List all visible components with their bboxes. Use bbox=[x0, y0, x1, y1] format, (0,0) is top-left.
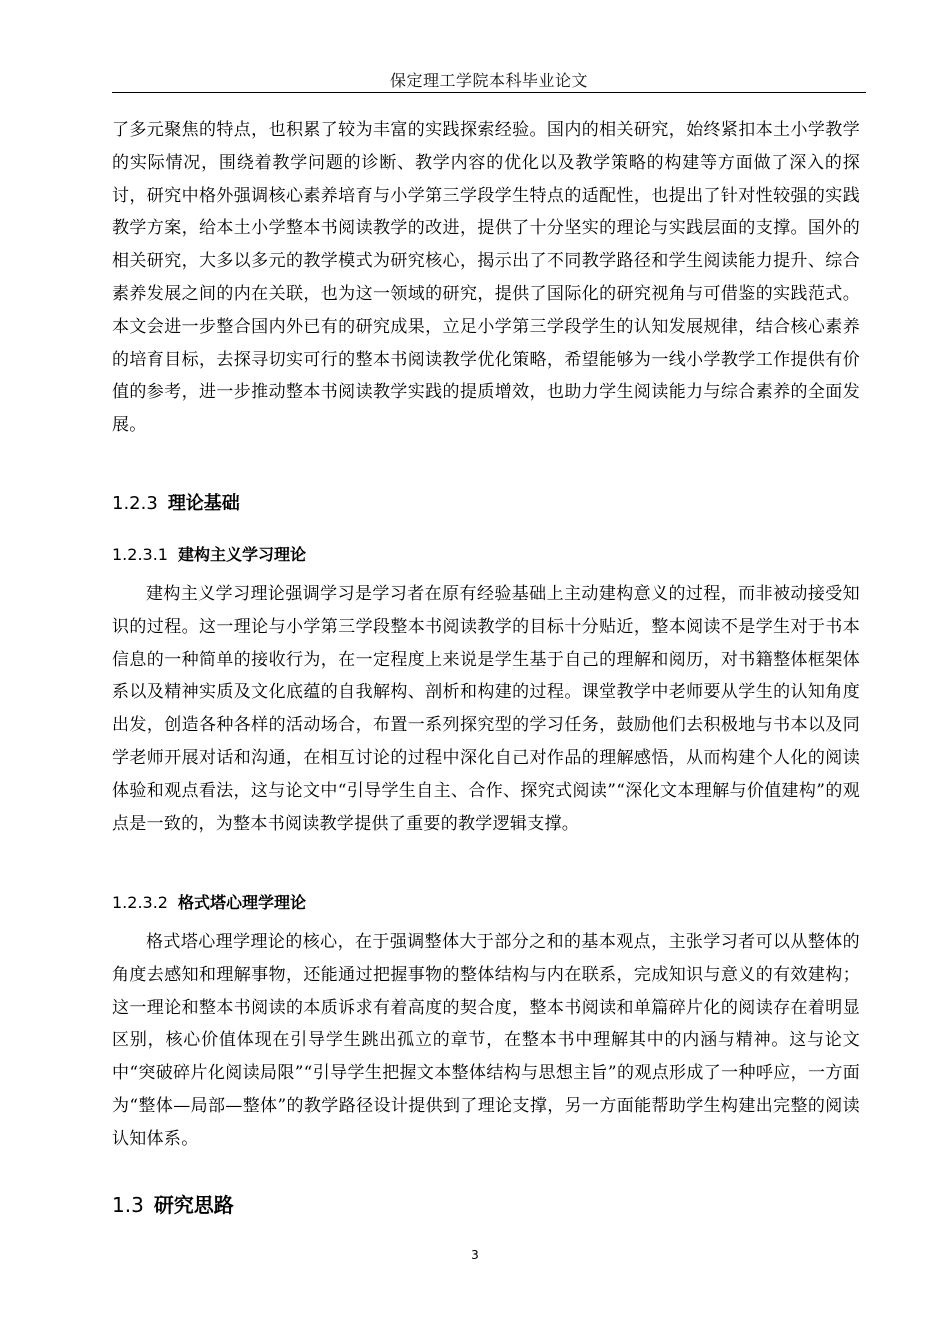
section-heading-1-3 bbox=[112, 1189, 234, 1218]
header-rule bbox=[112, 92, 866, 93]
paragraph-continued: 了多元聚焦的特点，也积累了较为丰富的实践探索经验。国内的相关研究，始终紧扣本土小学教学的实际情况，围绕着教学问题的诊断、教学内容的优化以及教学策略的构建等方面做了深入的探讨，研究中格外强调核心素养培育与小学第三学段学生特点的适配性，也提出了针对性较强的实践教学方案，给本土小学整本书阅读教学的改进，提供了十分坚实的理论与实践层面的支撑。国外的相关研究，大多以多元的教学模式为研究核心，揭示出了不同教学路径和学生阅读能力提升、综合素养发展之间的内在关联，也为这一领域的研究，提供了国际化的研究视角与可借鉴的实践范式。本文会进一步整合国内外已有的研究成果，立足小学第三学段学生的认知发展规律，结合核心素养的培育目标，去探寻切实可行的整本书阅读教学优化策略，希望能够为一线小学教学工作提供有价值的参考，进一步推动整本书阅读教学实践的提质增效，也助力学生阅读能力与综合素养的全面发展。 bbox=[112, 120, 860, 436]
section-heading-1-2-3 bbox=[112, 489, 240, 515]
section-title: 建构主义学习理论 bbox=[177, 545, 306, 564]
section-heading-1-2-3-2 bbox=[112, 890, 306, 913]
paragraph-gestalt: 格式塔心理学理论的核心，在于强调整体大于部分之和的基本观点，主张学习者可以从整体的角度去感知和理解事物，还能通过把握事物的整体结构与内在联系，完成知识与意义的有效建构；这一理论和整本书阅读的本质诉求有着高度的契合度，整本书阅读和单篇碎片化的阅读存在着明显区别，核心价值体现在引导学生跳出孤立的章节，在整本书中理解其中的内涵与精神。这与论文中“突破碎片化阅读局限”“引导学生把握文本整体结构与思想主旨”的观点形成了一种呼应，一方面为“整体—局部—整体”的教学路径设计提供到了理论支撑，另一方面能帮助学生构建出完整的阅读认知体系。 bbox=[112, 932, 860, 1149]
paragraph-constructivism: 建构主义学习理论强调学习是学习者在原有经验基础上主动建构意义的过程，而非被动接受知识的过程。这一理论与小学第三学段整本书阅读教学的目标十分贴近，整本阅读不是学生对于书本信息的一种简单的接收行为，在一定程度上来说是学生基于自己的理解和阅历，对书籍整体框架体系以及精神实质及文化底蕴的自我解构、剖析和构建的过程。课堂教学中老师要从学生的认知角度出发，创造各种各样的活动场合，布置一系列探究型的学习任务，鼓励他们去积极地与书本以及同学老师开展对话和沟通，在相互讨论的过程中深化自己对作品的理解感悟，从而构建个人化的阅读体验和观点看法，这与论文中“引导学生自主、合作、探究式阅读”“深化文本理解与价值建构”的观点是一致的，为整本书阅读教学提供了重要的教学逻辑支撑。 bbox=[112, 584, 860, 834]
section-heading-1-2-3-1 bbox=[112, 542, 306, 565]
page-number: 3 bbox=[471, 1248, 479, 1262]
section-title: 理论基础 bbox=[167, 493, 240, 514]
section-number: 1.3 bbox=[112, 1193, 144, 1217]
section-number: 1.2.3.2 bbox=[112, 893, 168, 912]
running-header: 保定理工学院本科毕业论文 bbox=[389, 71, 588, 90]
section-title: 研究思路 bbox=[153, 1193, 234, 1217]
section-number: 1.2.3 bbox=[112, 493, 158, 514]
section-title: 格式塔心理学理论 bbox=[177, 893, 306, 912]
section-number: 1.2.3.1 bbox=[112, 545, 168, 564]
